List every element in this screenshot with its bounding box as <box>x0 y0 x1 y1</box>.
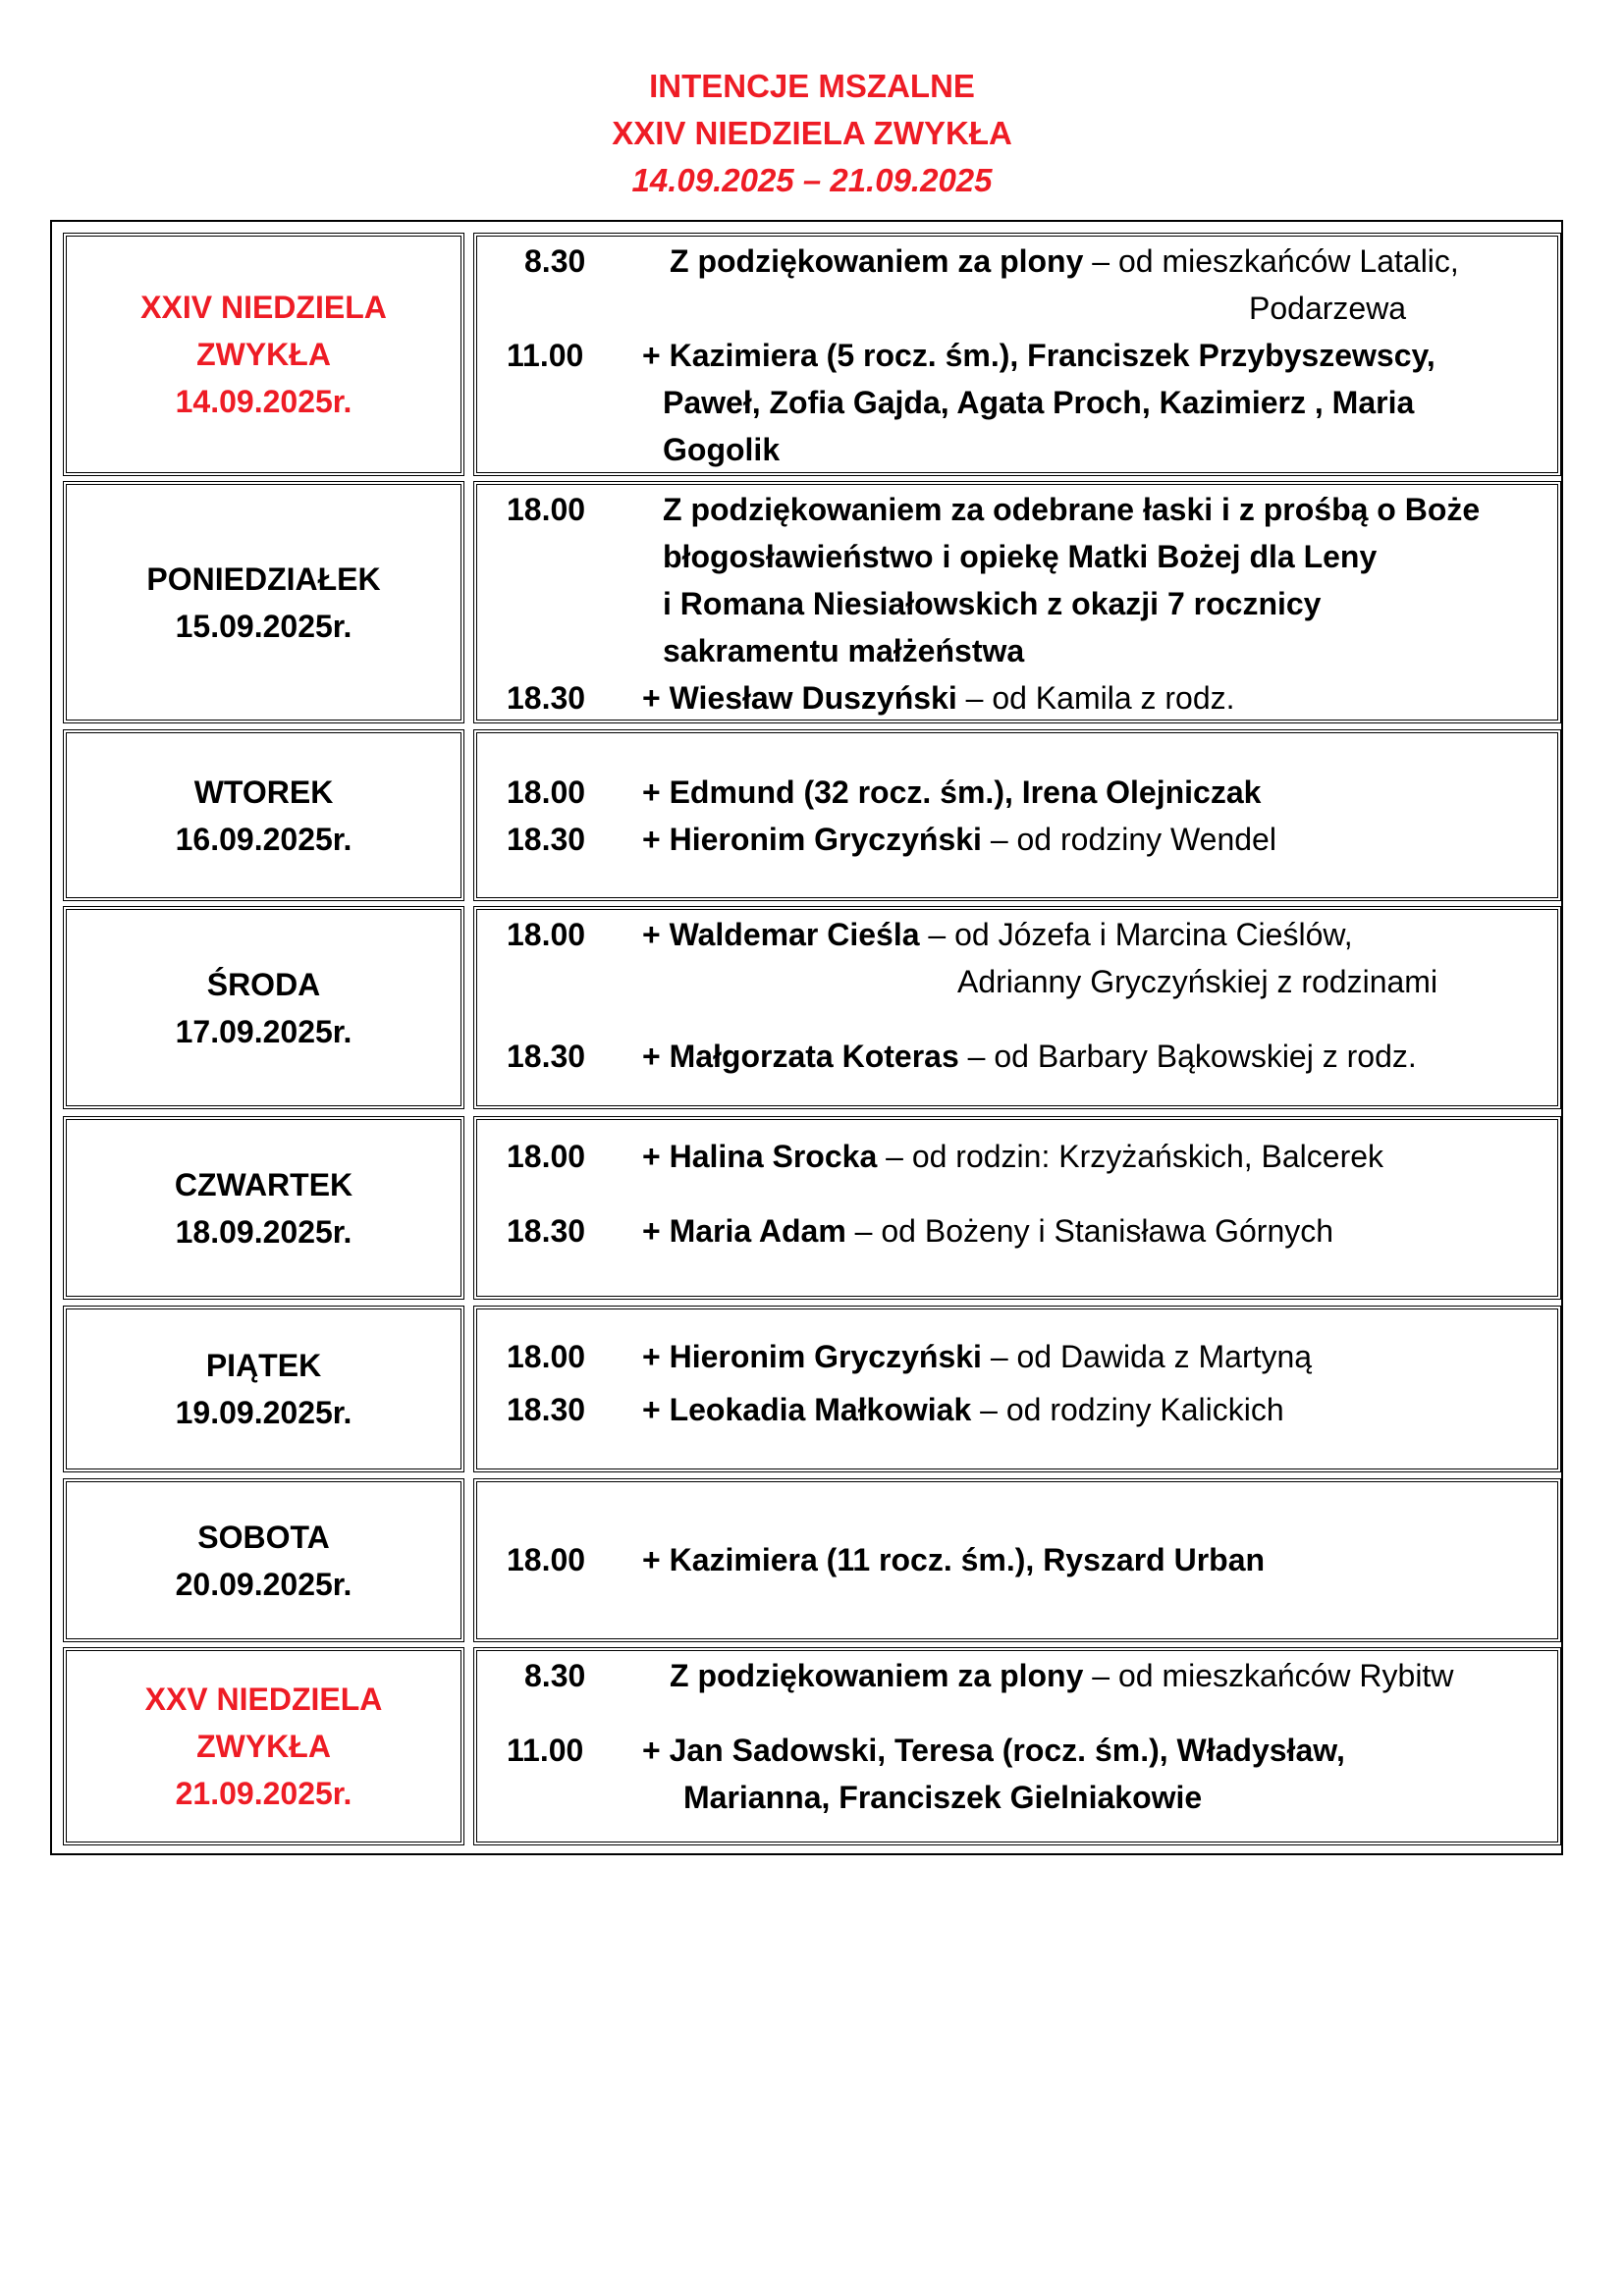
day-cell-sunday-21 <box>63 1647 464 1845</box>
mass-intention: + Hieronim Gryczyński – od rodziny Wendel <box>642 822 1276 857</box>
header-title: INTENCJE MSZALNE <box>649 68 975 104</box>
day-date: 18.09.2025r. <box>175 1213 352 1250</box>
day-name: ŚRODA <box>206 966 321 1002</box>
mass-intention-cont: Podarzewa <box>1249 291 1407 326</box>
day-date: 21.09.2025r. <box>175 1776 352 1811</box>
mass-time: 18.00 <box>507 1542 586 1577</box>
day-cell-tuesday <box>63 729 464 901</box>
mass-intention-cont: Gogolik <box>663 432 781 467</box>
mass-intention: + Jan Sadowski, Teresa (rocz. śm.), Władysław, <box>642 1733 1345 1768</box>
mass-intention: + Wiesław Duszyński – od Kamila z rodz. <box>642 680 1235 716</box>
mass-intention: Z podziękowaniem za plony – od mieszkańców Latalic, <box>670 243 1459 279</box>
day-date: 20.09.2025r. <box>175 1566 352 1602</box>
mass-intention: + Hieronim Gryczyński – od Dawida z Martyną <box>642 1339 1313 1374</box>
mass-time: 11.00 <box>507 1733 584 1768</box>
mass-intention: + Kazimiera (5 rocz. śm.), Franciszek Przybyszewscy, <box>642 338 1435 373</box>
mass-time: 18.00 <box>507 1139 586 1174</box>
mass-intention: + Waldemar Cieśla – od Józefa i Marcina Cieślów, <box>642 917 1353 952</box>
day-cell-sunday-14 <box>63 233 464 476</box>
mass-intention: + Halina Srocka – od rodzin: Krzyżańskich, Balcerek <box>642 1139 1384 1174</box>
day-cell-wednesday <box>63 906 464 1109</box>
mass-intention-cont: błogosławieństwo i opiekę Matki Bożej dla Leny <box>663 539 1378 574</box>
mass-time: 18.30 <box>507 1213 586 1249</box>
mass-intention: + Edmund (32 rocz. śm.), Irena Olejniczak <box>642 774 1262 810</box>
mass-time: 11.00 <box>507 338 584 373</box>
mass-time: 18.30 <box>507 680 586 716</box>
day-name: SOBOTA <box>197 1519 330 1555</box>
mass-intention: + Małgorzata Koteras – od Barbary Bąkowskiej z rodz. <box>642 1039 1417 1074</box>
mass-time: 18.30 <box>507 1392 586 1427</box>
mass-intention-cont: Adrianny Gryczyńskiej z rodzinami <box>957 964 1438 999</box>
mass-intention: + Maria Adam – od Bożeny i Stanisława Górnych <box>642 1213 1334 1249</box>
day-name: PONIEDZIAŁEK <box>146 561 381 597</box>
day-date: 16.09.2025r. <box>175 821 352 857</box>
mass-time: 8.30 <box>524 1658 586 1693</box>
mass-time: 18.30 <box>507 822 586 857</box>
mass-time: 18.00 <box>507 492 586 527</box>
day-date: 15.09.2025r. <box>175 608 352 644</box>
day-cell-saturday <box>63 1478 464 1642</box>
day-date: 19.09.2025r. <box>175 1395 352 1430</box>
mass-intention: + Kazimiera (11 rocz. śm.), Ryszard Urban <box>642 1542 1266 1577</box>
header-sunday: XXIV NIEDZIELA ZWYKŁA <box>612 115 1012 151</box>
header-date-range: 14.09.2025 – 21.09.2025 <box>631 162 993 198</box>
mass-intention: + Leokadia Małkowiak – od rodziny Kalickich <box>642 1392 1284 1427</box>
mass-time: 8.30 <box>524 243 586 279</box>
mass-time: 18.00 <box>507 1339 586 1374</box>
day-date: 14.09.2025r. <box>175 384 352 419</box>
day-name: XXV NIEDZIELA <box>144 1682 383 1717</box>
day-cell-thursday <box>63 1116 464 1300</box>
mass-intention: Z podziękowaniem za odebrane łaski i z prośbą o Boże <box>663 492 1481 527</box>
day-date: 17.09.2025r. <box>175 1013 352 1049</box>
day-name: XXIV NIEDZIELA <box>140 290 387 325</box>
day-cell-monday <box>63 481 464 723</box>
day-name: CZWARTEK <box>174 1166 353 1202</box>
mass-intention-cont: sakramentu małżeństwa <box>663 633 1025 668</box>
mass-time: 18.00 <box>507 917 586 952</box>
mass-time: 18.00 <box>507 774 586 810</box>
day-name: WTOREK <box>193 774 334 810</box>
mass-intention-cont: Paweł, Zofia Gajda, Agata Proch, Kazimierz , Maria <box>663 385 1415 420</box>
day-name-cont: ZWYKŁA <box>196 1729 331 1764</box>
mass-intention: Z podziękowaniem za plony – od mieszkańców Rybitw <box>670 1658 1454 1693</box>
mass-time: 18.30 <box>507 1039 586 1074</box>
day-name: PIĄTEK <box>205 1348 322 1383</box>
page-header <box>0 63 1624 204</box>
day-name-cont: ZWYKŁA <box>196 337 331 372</box>
mass-intention-cont: Marianna, Franciszek Gielniakowie <box>683 1780 1203 1815</box>
day-cell-friday <box>63 1306 464 1472</box>
mass-intention-cont: i Romana Niesiałowskich z okazji 7 rocznicy <box>663 586 1322 621</box>
